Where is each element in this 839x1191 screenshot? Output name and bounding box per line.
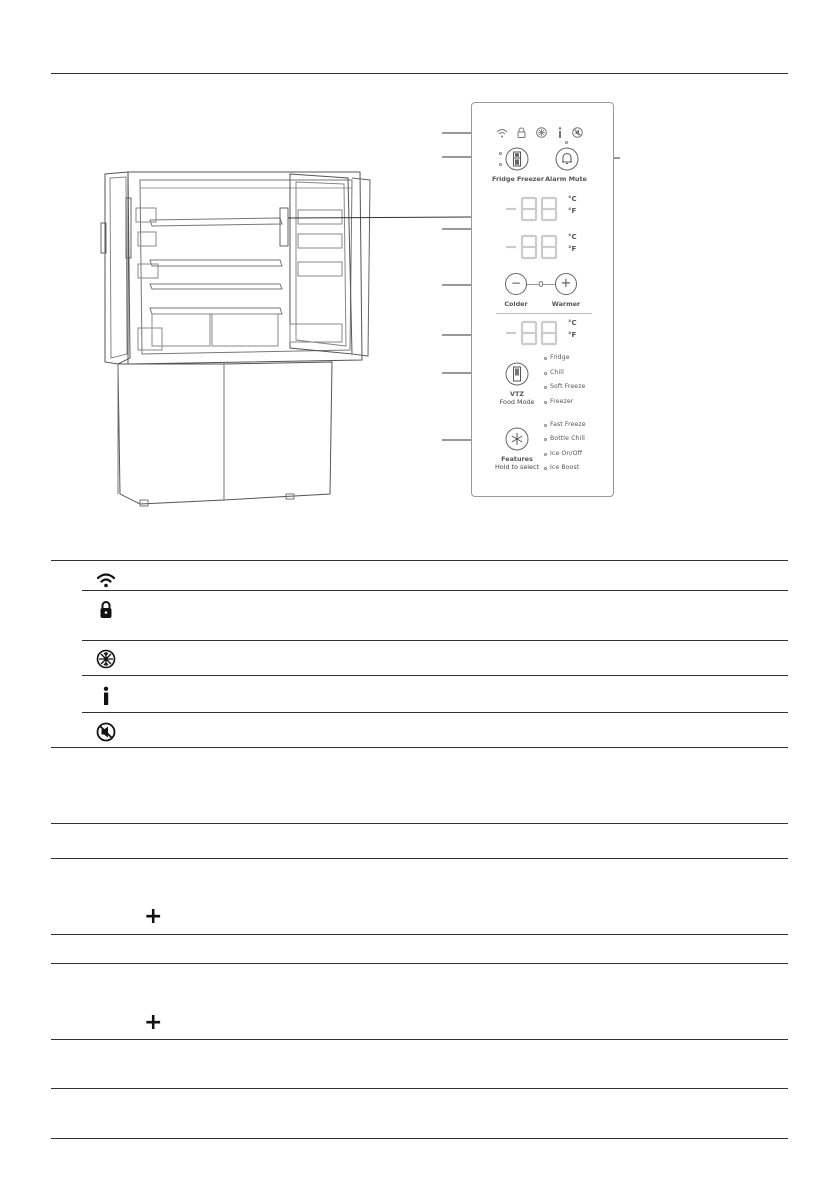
vtz-label: VTZ bbox=[510, 390, 524, 398]
ice-icon bbox=[95, 647, 121, 671]
wifi-icon bbox=[496, 128, 508, 138]
vtz-mode-freezer: Freezer bbox=[550, 398, 574, 405]
colder-button[interactable] bbox=[505, 273, 527, 295]
panel-divider bbox=[496, 313, 592, 314]
mode-dot-chill bbox=[544, 372, 547, 375]
info-icon bbox=[95, 684, 121, 708]
feature-dot-bottle-chill bbox=[544, 438, 547, 441]
table-rule-bottom bbox=[51, 1138, 788, 1139]
table-rule bbox=[51, 858, 788, 859]
mute-icon bbox=[572, 127, 583, 138]
table-rule bbox=[51, 1039, 788, 1040]
freezer-temp-display bbox=[504, 233, 564, 261]
warmer-button[interactable] bbox=[555, 273, 577, 295]
hold-to-select-label: Hold to select bbox=[494, 463, 539, 471]
features-button[interactable] bbox=[505, 427, 529, 451]
ice-icon bbox=[536, 127, 547, 138]
warmer-label: Warmer bbox=[551, 300, 581, 308]
food-mode-label: Food Mode bbox=[499, 398, 535, 406]
feature-ice-boost: Ice Boost bbox=[550, 464, 580, 471]
feature-bottle-chill: Bottle Chill bbox=[550, 435, 585, 442]
table-subrule bbox=[82, 590, 788, 591]
link-indicator bbox=[539, 281, 543, 287]
leader-lines bbox=[0, 0, 839, 520]
fridge-indicator bbox=[499, 152, 502, 155]
freezer-celsius: °C bbox=[568, 233, 577, 241]
table-rule bbox=[51, 823, 788, 824]
feature-dot-ice-boost bbox=[544, 467, 547, 470]
vtz-mode-chill: Chill bbox=[550, 369, 564, 376]
feature-fast-freeze: Fast Freeze bbox=[550, 421, 586, 428]
feature-dot-fast-freeze bbox=[544, 424, 547, 427]
plus-icon: + bbox=[144, 904, 163, 929]
vtz-food-mode-button[interactable] bbox=[505, 362, 529, 386]
table-rule-top bbox=[51, 560, 788, 561]
table-subrule bbox=[82, 712, 788, 713]
fridge-fahrenheit: °F bbox=[568, 207, 577, 215]
lock-icon bbox=[95, 598, 121, 622]
mode-dot-fridge bbox=[544, 357, 547, 360]
vtz-mode-soft-freeze: Soft Freeze bbox=[550, 383, 586, 390]
table-subrule bbox=[82, 640, 788, 641]
colder-label: Colder bbox=[504, 300, 528, 308]
vtz-celsius: °C bbox=[568, 319, 577, 327]
vtz-mode-fridge: Fridge bbox=[550, 354, 570, 361]
fridge-celsius: °C bbox=[568, 195, 577, 203]
fridge-freezer-label: Fridge Freezer bbox=[492, 175, 544, 183]
table-subrule bbox=[82, 675, 788, 676]
alarm-mute-button[interactable] bbox=[555, 147, 579, 171]
feature-ice-on-off: Ice On/Off bbox=[550, 450, 583, 457]
plus-icon: + bbox=[560, 276, 572, 291]
table-rule bbox=[51, 934, 788, 935]
feature-dot-ice-on-off bbox=[544, 453, 547, 456]
table-rule bbox=[51, 963, 788, 964]
freezer-indicator bbox=[499, 163, 502, 166]
fridge-temp-display bbox=[504, 195, 564, 223]
vtz-fahrenheit: °F bbox=[568, 331, 577, 339]
table-rule bbox=[51, 1088, 788, 1089]
freezer-fahrenheit: °F bbox=[568, 245, 577, 253]
control-panel bbox=[471, 102, 614, 497]
wifi-icon bbox=[95, 569, 121, 593]
fridge-freezer-button[interactable] bbox=[505, 147, 529, 171]
alarm-indicator bbox=[565, 141, 568, 144]
mode-dot-soft-freeze bbox=[544, 386, 547, 389]
minus-icon: − bbox=[510, 276, 522, 290]
info-icon bbox=[557, 127, 563, 138]
plus-icon: + bbox=[144, 1010, 163, 1035]
features-label: Features bbox=[501, 455, 533, 463]
table-rule bbox=[51, 747, 788, 748]
vtz-temp-display bbox=[504, 319, 564, 347]
mute-icon bbox=[95, 720, 121, 744]
mode-dot-freezer bbox=[544, 401, 547, 404]
lock-icon bbox=[517, 127, 526, 138]
alarm-mute-label: Alarm Mute bbox=[545, 175, 587, 183]
